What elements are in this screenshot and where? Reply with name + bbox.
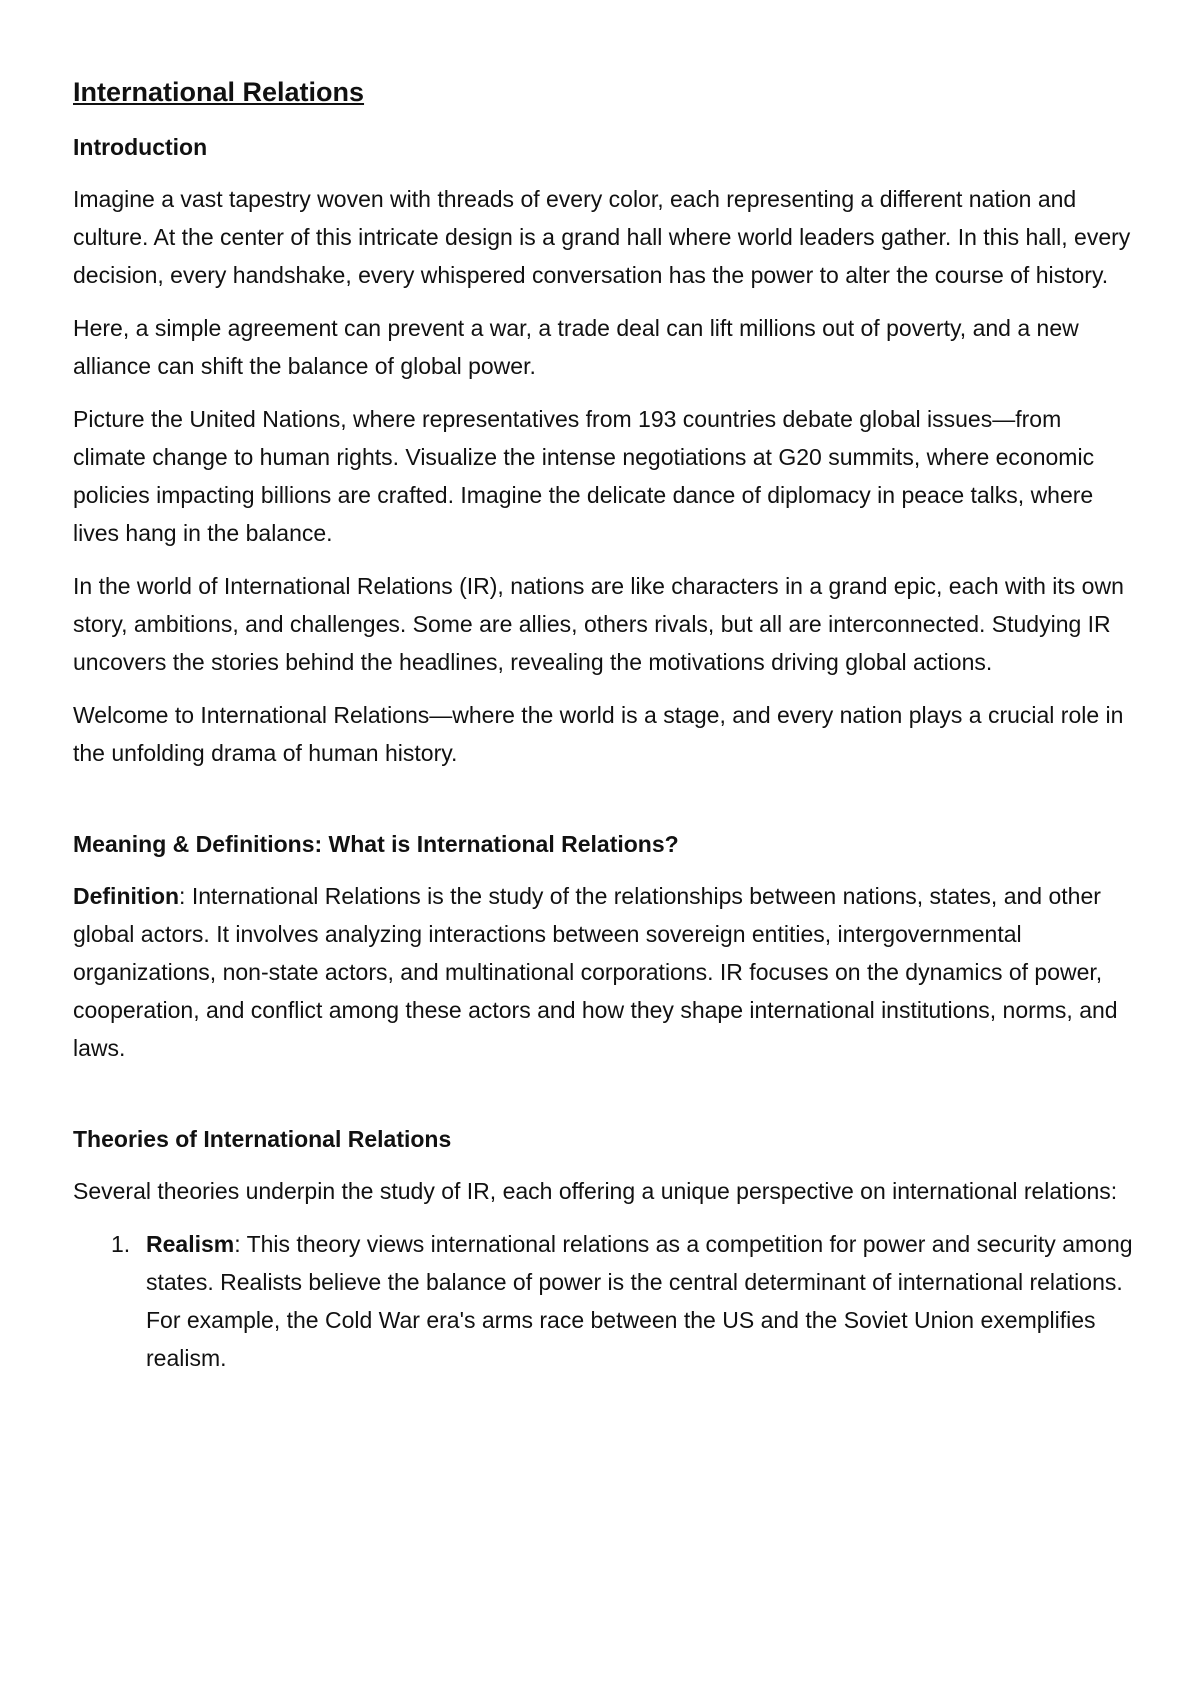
intro-paragraph-1: Imagine a vast tapestry woven with threads of every color, each representing a different nation and culture. At the center of this intricate design is a grand hall where world leaders gather. In this hall, every decision, every handshake, every whispered conversation has the power to alter the course of history. xyxy=(73,186,1131,288)
intro-paragraph-3: Picture the United Nations, where representatives from 193 countries debate global issues—from climate change to human rights. Visualize the intense negotiations at G20 summits, where economic policies impacting billions are crafted. Imagine the delicate dance of diplomacy in peace talks, where lives hang in the balance. xyxy=(73,406,1095,546)
section-spacer xyxy=(73,1082,1133,1120)
theories-heading: Theories of International Relations xyxy=(73,1126,452,1152)
intro-paragraph-4: In the world of International Relations (IR), nations are like characters in a grand epic, each with its own story, ambitions, and challenges. Some are allies, others rivals, but all are interconnected. Studying IR uncovers the stories behind the headlines, revealing the motivations driving global actions. xyxy=(73,573,1124,675)
theory-text: : This theory views international relations as a competition for power and security among states. Realists believe the balance of power is the central determinant of international relations. For example, the Cold War era's arms race between the US and the Soviet Union exemplifies realism. xyxy=(146,1231,1133,1371)
document-page xyxy=(73,72,1133,1377)
theory-term: Realism xyxy=(146,1231,235,1257)
introduction-heading: Introduction xyxy=(73,134,208,160)
section-spacer xyxy=(73,787,1133,825)
intro-paragraph-5: Welcome to International Relations—where the world is a stage, and every nation plays a crucial role in the unfolding drama of human history. xyxy=(73,702,1124,766)
list-number: 1. xyxy=(111,1231,131,1257)
intro-paragraph-2: Here, a simple agreement can prevent a war, a trade deal can lift millions out of poverty, and a new alliance can shift the balance of global power. xyxy=(73,315,1079,379)
definition-paragraph xyxy=(73,877,1133,1067)
theories-list xyxy=(73,1225,1133,1377)
definition-text: : International Relations is the study of the relationships between nations, states, and other global actors. It involves analyzing interactions between sovereign entities, intergovernmental organizations, non-state actors, and multinational corporations. IR focuses on the dynamics of power, cooperation, and conflict among these actors and how they shape international institutions, norms, and laws. xyxy=(73,883,1118,1061)
document-title: International Relations xyxy=(73,77,365,107)
meaning-heading: Meaning & Definitions: What is International Relations? xyxy=(73,831,679,857)
definition-label: Definition xyxy=(73,883,180,909)
theory-item-realism xyxy=(73,1225,1133,1377)
theories-intro: Several theories underpin the study of IR, each offering a unique perspective on international relations: xyxy=(73,1178,1118,1204)
